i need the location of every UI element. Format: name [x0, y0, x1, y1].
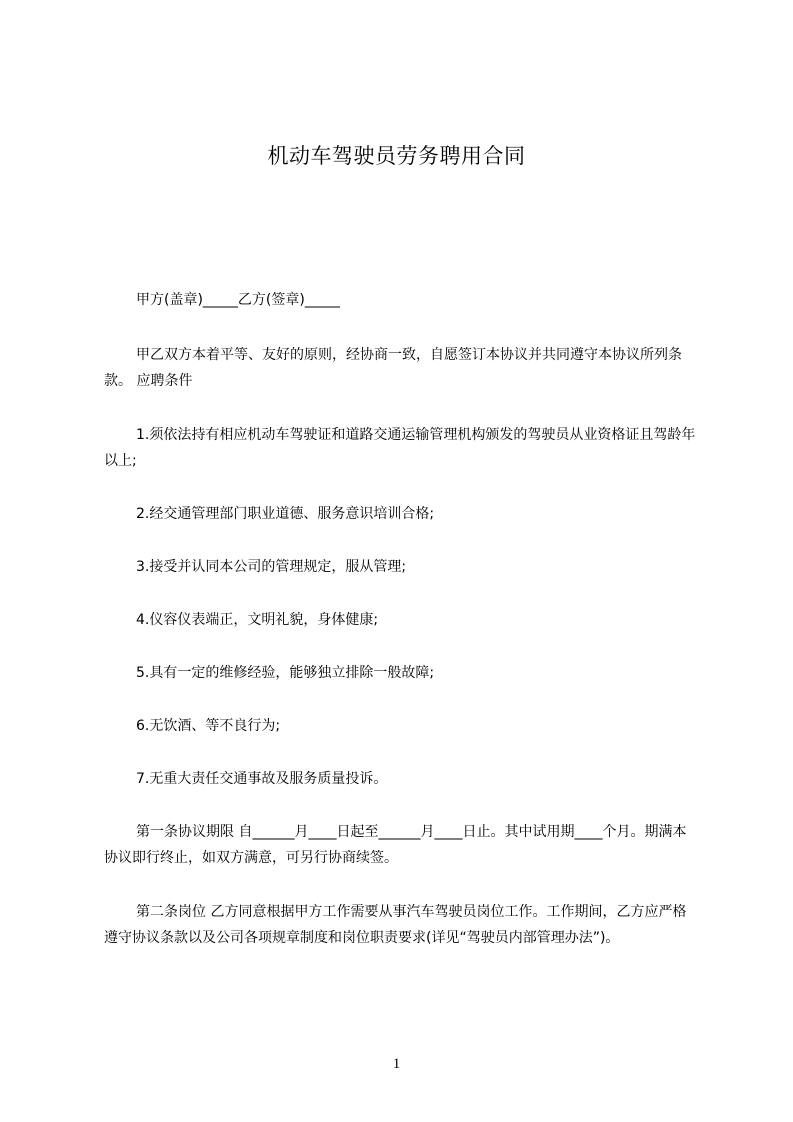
- condition-text: 5.具有一定的维修经验，能够独立排除一般故障;: [136, 665, 435, 681]
- intro-paragraph: [104, 342, 700, 394]
- condition-item: [104, 422, 700, 474]
- condition-text: 3.接受并认同本公司的管理规定，服从管理;: [136, 559, 407, 575]
- article-1-text: 第一条协议期限 自______月____日起至______月____日止。其中试用期____个月。期满本协议即行终止，如双方满意，可另行协商续签。: [104, 824, 687, 866]
- condition-item: [104, 554, 700, 580]
- condition-text: 2.经交通管理部门职业道德、服务意识培训合格;: [136, 506, 435, 522]
- parties-line: [104, 287, 700, 313]
- document-title: 机动车驾驶员劳务聘用合同: [267, 144, 526, 168]
- condition-item: [104, 766, 700, 792]
- article-2-paragraph: [104, 899, 700, 951]
- intro-text: 甲乙双方本着平等、友好的原则，经协商一致，自愿签订本协议并共同遵守本协议所列条款。 应聘条件: [104, 347, 682, 389]
- condition-item: [104, 607, 700, 633]
- page-number: 1: [392, 1056, 401, 1072]
- article-2-text: 第二条岗位 乙方同意根据甲方工作需要从事汽车驾驶员岗位工作。工作期间，乙方应严格遵守协议条款以及公司各项规章制度和岗位职责要求(详见“驾驶员内部管理办法”)。: [104, 904, 687, 946]
- condition-text: 6.无饮酒、等不良行为;: [136, 718, 281, 734]
- condition-text: 7.无重大责任交通事故及服务质量投诉。: [136, 771, 388, 787]
- article-1-paragraph: [104, 819, 700, 871]
- condition-item: [104, 660, 700, 686]
- condition-item: [104, 501, 700, 527]
- condition-item: [104, 713, 700, 739]
- condition-text: 4.仪容仪表端正，文明礼貌，身体健康;: [136, 612, 379, 628]
- condition-text: 1.须依法持有相应机动车驾驶证和道路交通运输管理机构颁发的驾驶员从业资格证且驾龄年以上;: [104, 427, 696, 469]
- parties-text: 甲方(盖章)_____乙方(签章)_____: [136, 292, 340, 308]
